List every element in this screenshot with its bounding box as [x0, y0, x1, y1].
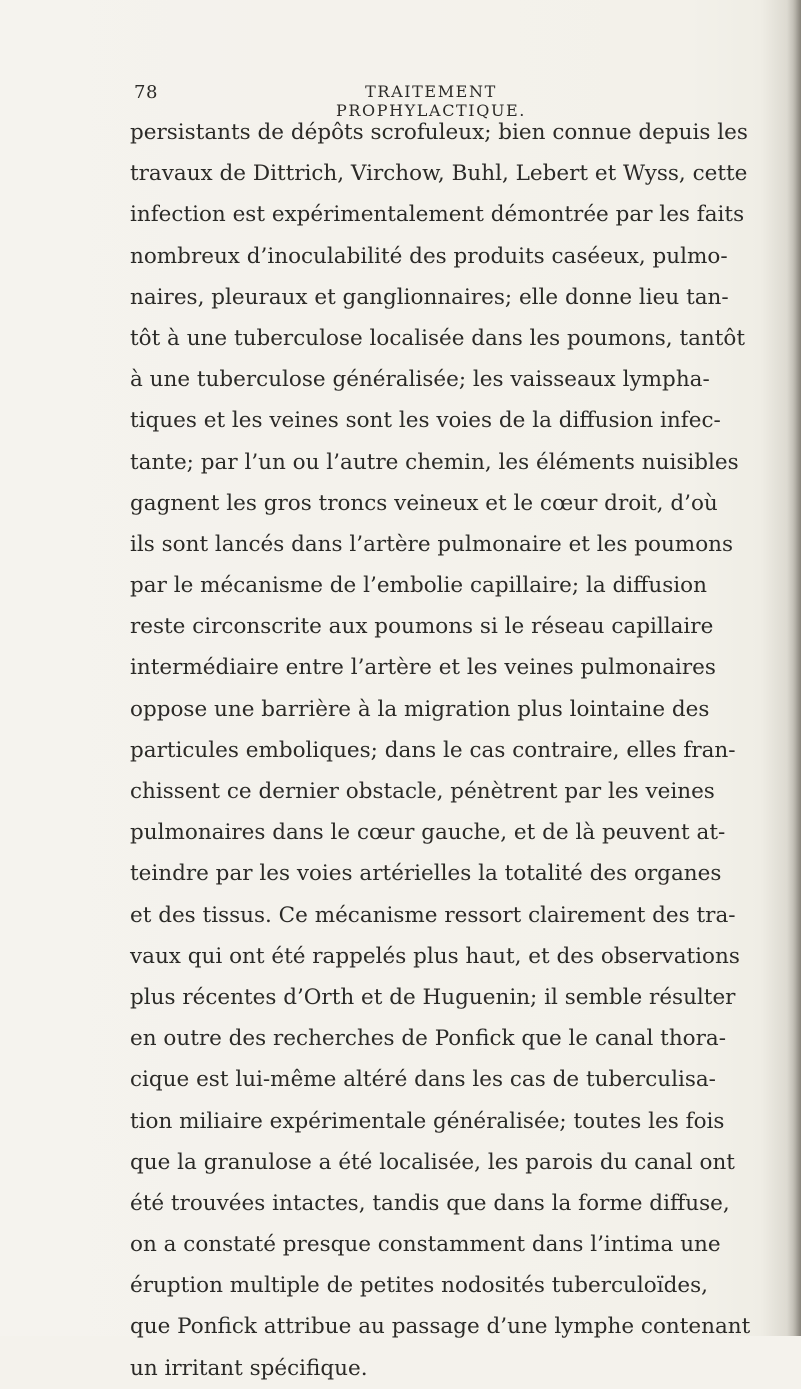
text-line: un irritant spécifique.	[130, 1355, 368, 1381]
text-line: par le mécanisme de l’embolie capillaire; la diffusion	[130, 573, 707, 599]
text-line: vaux qui ont été rappelés plus haut, et des observations	[130, 943, 740, 969]
text-line: que la granulose a été localisée, les parois du canal ont	[130, 1149, 735, 1175]
text-line: pulmonaires dans le cœur gauche, et de là peuvent at-	[130, 820, 726, 846]
body-text	[130, 112, 751, 1389]
page-number: 78	[134, 82, 158, 103]
text-line: que Ponfick attribue au passage d’une lymphe contenant	[130, 1314, 751, 1340]
text-line: et des tissus. Ce mécanisme ressort clairement des tra-	[130, 902, 736, 928]
text-line: en outre des recherches de Ponfick que le canal thora-	[130, 1026, 726, 1052]
text-line: travaux de Dittrich, Virchow, Buhl, Lebert et Wyss, cette	[130, 161, 748, 187]
page-edge-shadow	[787, 0, 801, 1336]
text-line: éruption multiple de petites nodosités tuberculoïdes,	[130, 1273, 708, 1299]
text-line: été trouvées intactes, tandis que dans la forme diffuse,	[130, 1190, 730, 1216]
text-line: naires, pleuraux et ganglionnaires; elle donne lieu tan-	[130, 284, 729, 310]
text-line: infection est expérimentalement démontrée par les faits	[130, 202, 745, 228]
text-line: persistants de dépôts scrofuleux; bien connue depuis les	[130, 120, 748, 145]
text-line: à une tuberculose généralisée; les vaisseaux lympha-	[130, 367, 710, 393]
text-line: cique est lui-même altéré dans les cas de tuberculisa-	[130, 1067, 716, 1093]
text-line: reste circonscrite aux poumons si le réseau capillaire	[130, 614, 714, 640]
text-line: chissent ce dernier obstacle, pénètrent par les veines	[130, 779, 715, 804]
text-line: tion miliaire expérimentale généralisée; toutes les fois	[130, 1108, 725, 1134]
text-line: teindre par les voies artérielles la totalité des organes	[130, 861, 722, 887]
text-line: oppose une barrière à la migration plus lointaine des	[130, 696, 710, 722]
text-line: intermédiaire entre l’artère et les veines pulmonaires	[130, 655, 716, 681]
running-head-title: TRAITEMENT PROPHYLACTIQUE.	[336, 82, 526, 120]
text-line: tôt à une tuberculose localisée dans les poumons, tantôt	[130, 325, 745, 351]
text-line: ils sont lancés dans l’artère pulmonaire et les poumons	[130, 531, 734, 557]
text-line: tante; par l’un ou l’autre chemin, les éléments nuisibles	[130, 449, 739, 475]
text-line: tiques et les veines sont les voies de la diffusion infec-	[130, 408, 721, 434]
text-line: on a constaté presque constamment dans l’intima une	[130, 1232, 721, 1258]
text-line: plus récentes d’Orth et de Huguenin; il semble résulter	[130, 984, 736, 1010]
text-line: gagnent les gros troncs veineux et le cœur droit, d’où	[130, 490, 718, 516]
text-line: particules emboliques; dans le cas contraire, elles fran-	[130, 737, 736, 763]
running-head	[134, 82, 694, 120]
text-line: nombreux d’inoculabilité des produits caséeux, pulmo-	[130, 243, 728, 269]
